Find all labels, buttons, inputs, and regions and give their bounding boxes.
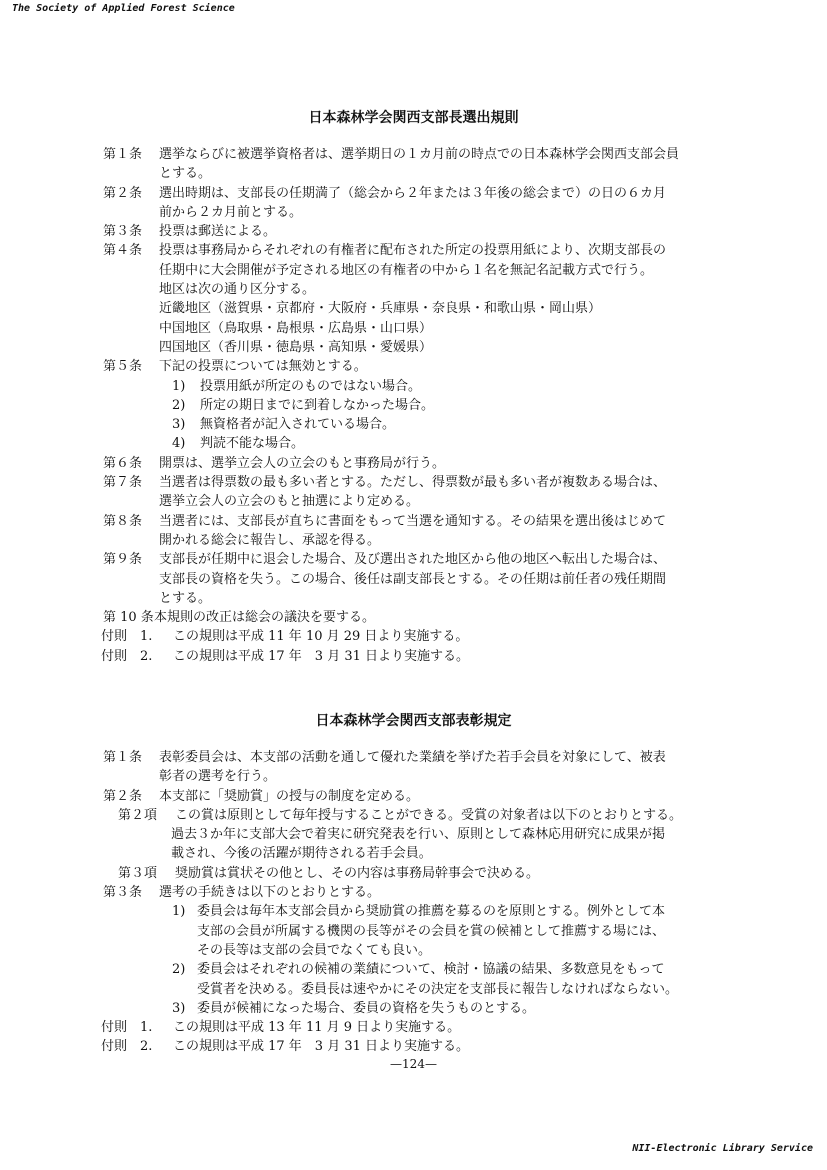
article-row: [0, 1018, 827, 1037]
article-list: [0, 145, 827, 666]
article-row: [0, 203, 827, 222]
society-header: The Society of Applied Forest Science: [12, 3, 235, 14]
article-row: [0, 825, 827, 844]
article-text: 委員会は毎年本支部会員から奨励賞の推薦を募るのを原則とする。例外として本: [197, 904, 666, 920]
election-rules-section: [0, 108, 827, 666]
article-text: その長等は支部の会員でなくても良い。: [197, 942, 432, 958]
article-row: [0, 627, 827, 646]
article-label: 第１条: [103, 750, 143, 765]
article-label: 第４条: [103, 243, 143, 259]
article-label: 2): [172, 397, 186, 413]
article-label: 4): [172, 436, 186, 452]
article-text: 選挙ならびに被選挙資格者は、選挙期日の１カ月前の時点での日本森林学会関西支部会員: [159, 147, 680, 162]
article-row: [0, 748, 827, 767]
article-row: [0, 357, 827, 376]
award-rules-section: [0, 711, 827, 1057]
article-row: [0, 806, 827, 825]
article-text: この賞は原則として毎年授与することができる。受賞の対象者は以下のとおりとする。: [175, 807, 683, 823]
article-text: この規則は平成 17 年 3 月 31 日より実施する。: [173, 1039, 470, 1055]
article-row: [0, 396, 827, 415]
article-text: 選挙立会人の立会のもと抽選により定める。: [159, 494, 420, 510]
nii-footer: NII-Electronic Library Service: [632, 1143, 813, 1154]
article-row: [0, 454, 827, 473]
article-row: [0, 184, 827, 203]
article-label: 第９条: [103, 552, 143, 568]
article-text: 委員が候補になった場合、委員の資格を失うものとする。: [197, 1000, 536, 1016]
article-row: [0, 241, 827, 260]
article-row: [0, 999, 827, 1018]
article-text: とする。: [159, 166, 212, 182]
section-title: 日本森林学会関西支部長選出規則: [308, 110, 519, 126]
article-text: 投票は事務局からそれぞれの有権者に配布された所定の投票用紙により、次期支部長の: [159, 243, 667, 259]
article-text: この規則は平成 13 年 11 月 9 日より実施する。: [173, 1020, 461, 1036]
article-row: [0, 767, 827, 786]
article-list: [0, 748, 827, 1057]
section-title: 日本森林学会関西支部表彰規定: [315, 713, 512, 729]
page-number: —124—: [390, 1057, 437, 1071]
article-label: 第５条: [103, 359, 143, 375]
article-text: 過去３か年に支部大会で着実に研究発表を行い、原則として森林応用研究に成果が掲: [171, 827, 666, 843]
article-text: 載され、今後の活躍が期待される若手会員。: [171, 846, 432, 862]
article-text: 当選者は得票数の最も多い者とする。ただし、得票数が最も多い者が複数ある場合は、: [159, 475, 667, 491]
article-row: [0, 280, 827, 299]
article-row: [0, 164, 827, 183]
article-row: [0, 844, 827, 863]
article-label: 第２条: [103, 788, 143, 804]
article-text: 本支部に「奨励賞」の授与の制度を定める。: [159, 788, 420, 804]
article-label: 付則 1.: [101, 1020, 153, 1036]
article-text: 当選者には、支部長が直ちに書面をもって当選を通知する。その結果を選出後はじめて: [159, 513, 667, 529]
article-label: 3): [172, 417, 186, 433]
article-row: [0, 787, 827, 806]
article-text: この規則は平成 17 年 3 月 31 日より実施する。: [173, 648, 470, 664]
article-row: [0, 338, 827, 357]
article-text: 投票用紙が所定のものではない場合。: [200, 378, 422, 394]
article-label: 1): [172, 904, 186, 920]
article-text: 判読不能な場合。: [200, 436, 305, 452]
article-row: [0, 261, 827, 280]
article-row: [0, 980, 827, 999]
article-label: 第８条: [103, 513, 143, 529]
article-row: [0, 570, 827, 589]
article-label: 2): [172, 962, 186, 978]
article-text: 開票は、選挙立会人の立会のもと事務局が行う。: [159, 455, 446, 471]
article-label: 第３項: [118, 865, 158, 881]
article-text: 所定の期日までに到着しなかった場合。: [200, 397, 435, 413]
article-text: とする。: [159, 590, 212, 606]
article-row: [0, 941, 827, 960]
article-row: [0, 608, 827, 627]
article-row: [0, 415, 827, 434]
article-label: 第 10 条: [103, 610, 154, 626]
article-text: 近畿地区（滋賀県・京都府・大阪府・兵庫県・奈良県・和歌山県・岡山県）: [159, 301, 602, 317]
article-row: [0, 512, 827, 531]
article-row: [0, 589, 827, 608]
article-text: 選出時期は、支部長の任期満了（総会から２年または３年後の総会まで）の日の６カ月: [159, 185, 667, 201]
article-row: [0, 222, 827, 241]
article-text: 下記の投票については無効とする。: [159, 359, 367, 375]
article-label: 第３条: [103, 224, 143, 240]
article-row: [0, 1037, 827, 1056]
article-label: 1): [172, 378, 186, 394]
article-text: 支部の会員が所属する機関の長等がその会員を賞の候補として推薦する場には、: [197, 923, 666, 939]
article-row: [0, 473, 827, 492]
article-text: この規則は平成 11 年 10 月 29 日より実施する。: [173, 629, 469, 645]
article-text: 任期中に大会開催が予定される地区の有権者の中から１名を無記名記載方式で行う。: [159, 262, 654, 278]
article-row: [0, 922, 827, 941]
article-text: 表彰委員会は、本支部の活動を通して優れた業績を挙げた若手会員を対象にして、被表: [159, 750, 666, 765]
article-row: [0, 960, 827, 979]
article-row: [0, 299, 827, 318]
article-row: [0, 902, 827, 921]
article-label: 3): [172, 1000, 186, 1016]
article-text: 無資格者が記入されている場合。: [200, 417, 396, 433]
article-row: [0, 434, 827, 453]
article-row: [0, 145, 827, 164]
article-label: 付則 2.: [101, 648, 153, 664]
article-text: 開かれる総会に報告し、承認を得る。: [159, 532, 381, 548]
article-text: 選考の手続きは以下のとおりとする。: [159, 885, 381, 901]
article-row: [0, 377, 827, 396]
article-row: [0, 531, 827, 550]
article-label: 第２条: [103, 185, 143, 201]
article-text: 投票は郵送による。: [159, 224, 277, 240]
article-label: 第１条: [103, 147, 143, 162]
article-row: [0, 647, 827, 666]
article-text: 中国地区（鳥取県・島根県・広島県・山口県）: [159, 320, 433, 336]
article-row: [0, 319, 827, 338]
article-text: 受賞者を決める。委員長は速やかにその決定を支部長に報告しなければならない。: [197, 981, 679, 997]
article-row: [0, 492, 827, 511]
article-text: 彰者の選考を行う。: [159, 769, 277, 785]
article-label: 付則 2.: [101, 1039, 153, 1055]
article-text: 委員会はそれぞれの候補の業績について、検討・協議の結果、多数意見をもって: [197, 962, 665, 978]
article-label: 第３条: [103, 885, 143, 901]
article-label: 付則 1.: [101, 629, 153, 645]
article-label: 第２項: [118, 807, 158, 823]
article-row: [0, 550, 827, 569]
article-text: 支部長が任期中に退会した場合、及び選出された地区から他の地区へ転出した場合は、: [159, 552, 667, 568]
article-text: 四国地区（香川県・徳島県・高知県・愛媛県）: [159, 339, 433, 355]
article-text: 地区は次の通り区分する。: [159, 282, 316, 298]
article-text: 本規則の改正は総会の議決を要する。: [154, 610, 376, 626]
article-text: 奨励賞は賞状その他とし、その内容は事務局幹事会で決める。: [175, 865, 540, 881]
article-label: 第７条: [103, 475, 143, 491]
article-row: [0, 883, 827, 902]
article-row: [0, 864, 827, 883]
article-text: 前から２カ月前とする。: [159, 204, 303, 220]
article-label: 第６条: [103, 455, 143, 471]
article-text: 支部長の資格を失う。この場合、後任は副支部長とする。その任期は前任者の残任期間: [159, 571, 667, 587]
